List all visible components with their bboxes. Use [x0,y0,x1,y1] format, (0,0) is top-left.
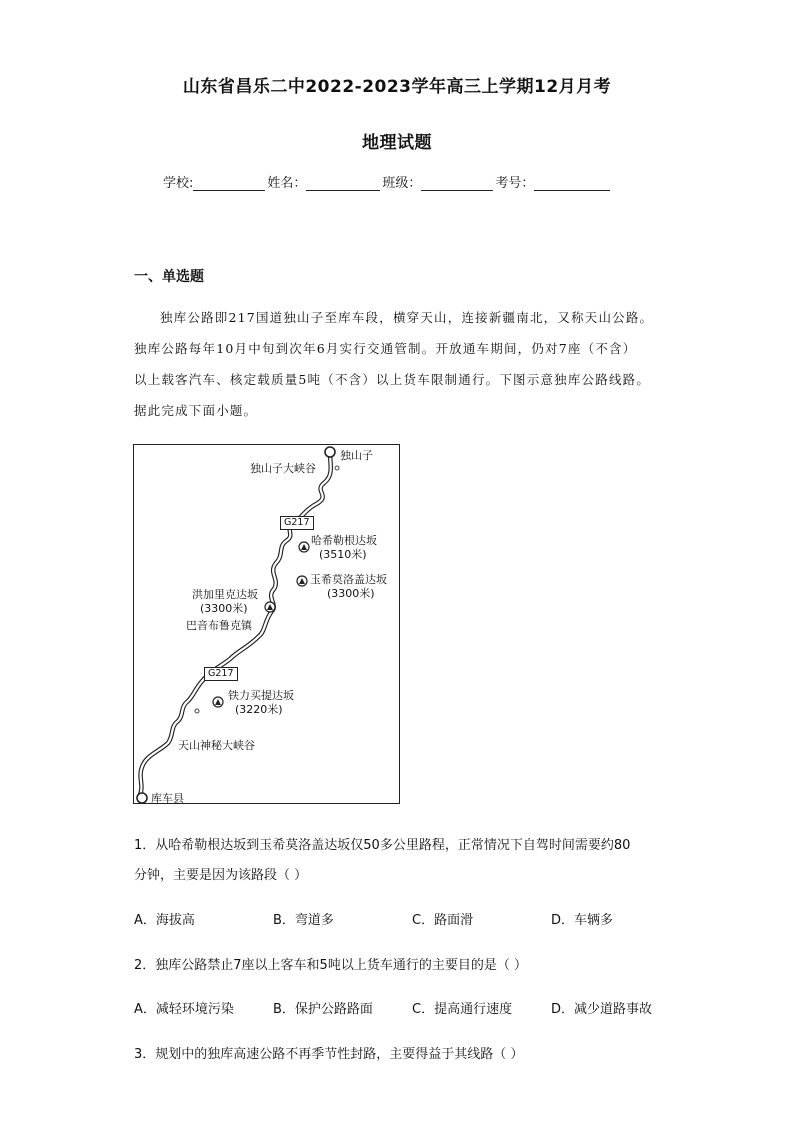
option-a[interactable]: A．减轻环境污染 [134,1002,234,1017]
hongjia-pass-label: 洪加里克达坂 [192,588,258,601]
question-3-line: 3．规划中的独库高速公路不再季节性封路，主要得益于其线路（ ） [134,1047,524,1062]
option-d[interactable]: D．减少道路事故 [551,1002,653,1017]
class-blank[interactable] [421,176,493,191]
passage-line: 以上载客汽车、核定载质量5吨（不含）以上货车限制通行。下图示意独库公路线路。 [134,372,651,387]
dushanzi-marker [325,447,335,457]
road-sign-g217: G217 [280,516,314,530]
route-map [133,444,400,804]
kuche-marker [137,793,147,803]
question-2-line: 2．独库公路禁止7座以上客车和5吨以上货车通行的主要目的是（ ） [134,958,527,973]
option-c[interactable]: C．提高通行速度 [412,1002,513,1017]
question-1-line: 1．从哈希勒根达坂到玉希莫洛盖达坂仅50多公里路程，正常情况下自驾时间需要约80 [134,838,631,853]
student-info-row [163,172,612,191]
class-label: 班级： [382,176,422,191]
tieli-pass-label: 铁力买提达坂 [228,689,294,702]
passage-line: 独库公路每年10月中旬到次年6月实行交通管制。开放通车期间，仍对7座（不含） [134,341,637,356]
section-title: 一、单选题 [134,269,204,285]
option-d[interactable]: D．车辆多 [551,913,614,928]
option-b[interactable]: B．弯道多 [273,913,334,928]
mountain-pass-icon [297,576,307,586]
yuxi-pass-elevation: (3300米) [327,587,375,600]
bayinbuluke-marker [195,709,199,713]
passage-line: 据此完成下面小题。 [134,403,258,418]
name-blank[interactable] [306,176,380,191]
dushanzi-canyon-label: 独山子大峡谷 [250,462,316,475]
school-label: 学校: [163,176,194,191]
option-a[interactable]: A．海拔高 [134,913,195,928]
option-c[interactable]: C．路面滑 [412,913,474,928]
mountain-pass-icon [299,542,309,552]
mountain-pass-icon [213,697,223,707]
exam-number-label: 考号： [495,176,535,191]
option-b[interactable]: B．保护公路路面 [273,1002,373,1017]
passage-line: 独库公路即217国道独山子至库车段，横穿天山，连接新疆南北，又称天山公路。 [160,310,654,325]
road-sign-g217: G217 [204,667,238,681]
dushanzi-canyon-marker [335,466,339,470]
route-map-drawing [134,445,401,805]
dushanzi-label: 独山子 [340,449,373,462]
exam-title: 山东省昌乐二中2022-2023学年高三上学期12月月考 [182,77,612,97]
bayinbuluke-label: 巴音布鲁克镇 [186,619,252,632]
name-label: 姓名： [267,176,307,191]
tianshan-canyon-label: 天山神秘大峡谷 [178,739,255,752]
question-1-line: 分钟，主要是因为该路段（ ） [134,868,308,883]
haxi-pass-label: 哈希勒根达坂 [311,534,377,547]
exam-number-blank[interactable] [534,176,610,191]
school-blank[interactable] [193,176,265,191]
hongjia-pass-elevation: (3300米) [200,602,248,615]
question-1-options [134,909,694,928]
exam-subject: 地理试题 [362,133,432,153]
haxi-pass-elevation: (3510米) [319,548,367,561]
mountain-pass-icon [265,602,275,612]
tieli-pass-elevation: (3220米) [235,703,283,716]
kuche-label: 库车县 [151,792,184,805]
question-2-options [134,998,694,1017]
yuxi-pass-label: 玉希莫洛盖达坂 [310,573,387,586]
